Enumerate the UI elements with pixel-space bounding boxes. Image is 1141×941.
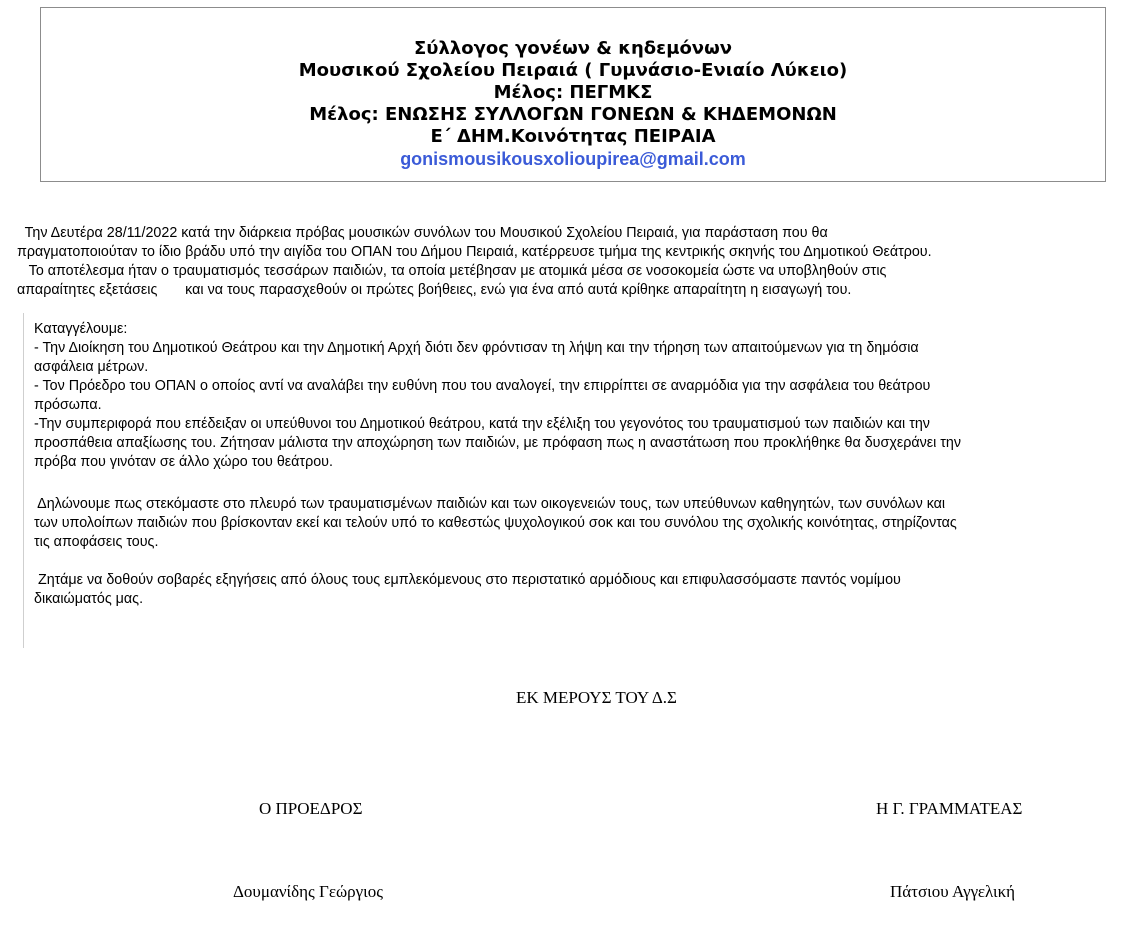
complaint-line: πρόβα που γινόταν σε άλλο χώρο του θεάτρου. (34, 454, 333, 470)
statement-block (23, 313, 1128, 648)
complaint-line: προσπάθεια απαξίωσης του. Ζήτησαν μάλιστα την αποχώρηση των παιδιών, με πρόφαση πως η αναστάτωση που προκλήθηκε θα δυσχεράνει την (34, 435, 962, 451)
support-line: των υπολοίπων παιδιών που βρίσκονταν εκεί και τελούν υπό το καθεστώς ψυχολογικού σοκ και του συνόλου της σχολικής κοινότητας, στηρίζοντας (34, 515, 957, 531)
demand-paragraph (34, 571, 901, 609)
intro-line: απαραίτητες εξετάσεις και να τους παρασχεθούν οι πρώτες βοήθειες, ενώ για ένα από αυτά κρίθηκε απαραίτητη η εισαγωγή του. (17, 282, 852, 298)
secretary-name: Πάτσιου Αγγελική (890, 882, 1016, 901)
president-name: Δουμανίδης Γεώργιος (233, 882, 383, 901)
support-line: Δηλώνουμε πως στεκόμαστε στο πλευρό των τραυματισμένων παιδιών και των οικογενειών τους, των υπεύθυνων καθηγητών, των συνόλων και (34, 496, 946, 512)
school-name: Μουσικού Σχολείου Πειραιά ( Γυμνάσιο-Ενιαίο Λύκειο) (298, 60, 848, 81)
support-line: τις αποφάσεις τους. (34, 534, 159, 550)
letterhead-box (40, 7, 1106, 182)
secretary-title: Η Γ. ΓΡΑΜΜΑΤΕΑΣ (876, 799, 1023, 818)
intro-line: πραγματοποιούταν το ίδιο βράδυ υπό την αιγίδα του ΟΠΑΝ του Δήμου Πειραιά, κατέρρευσε τμήμα της κεντρικής σκηνής του Δημοτικού Θεάτρου. (17, 244, 932, 260)
president-title: Ο ΠΡΟΕΔΡΟΣ (259, 799, 363, 818)
demand-line: δικαιώματός μας. (34, 591, 144, 607)
intro-paragraph (17, 224, 1127, 300)
complaint-line: Καταγγέλουμε: (34, 321, 128, 337)
membership-line-2: Μέλος: ΕΝΩΣΗΣ ΣΥΛΛΟΓΩΝ ΓΟΝΕΩΝ & ΚΗΔΕΜΟΝΩΝ (309, 104, 837, 125)
complaint-line: πρόσωπα. (34, 397, 102, 413)
board-signature-heading: ΕΚ ΜΕΡΟΥΣ ΤΟΥ Δ.Σ (516, 688, 677, 707)
support-paragraph (34, 495, 957, 552)
intro-line: Την Δευτέρα 28/11/2022 κατά την διάρκεια πρόβας μουσικών συνόλων του Μουσικού Σχολείου Πειραιά, για παράσταση που θα (17, 225, 828, 241)
membership-line-1: Μέλος: ΠΕΓΜΚΣ (493, 82, 653, 103)
complaint-line: - Τον Πρόεδρο του ΟΠΑΝ ο οποίος αντί να αναλάβει την ευθύνη που του αναλογεί, την επιρρίπτει σε αναρμόδια για την ασφάλεια του θεάτρου (34, 378, 931, 394)
intro-line: Το αποτέλεσμα ήταν ο τραυματισμός τεσσάρων παιδιών, τα οποία μετέβησαν με ατομικά μέσα σε νοσοκομεία ώστε να υποβληθούν στις (17, 263, 887, 279)
complaint-line: -Την συμπεριφορά που επέδειξαν οι υπεύθυνοι του Δημοτικού θεάτρου, κατά την εξέλιξη του γεγονότος του τραυματισμού των παιδιών και την (34, 416, 930, 432)
complaint-paragraph (34, 320, 961, 472)
complaint-line: ασφάλεια μέτρων. (34, 359, 149, 375)
email-link[interactable]: gonismousikousxolioupirea@gmail.com (400, 149, 746, 169)
association-name: Σύλλογος γονέων & κηδεμόνων (414, 38, 732, 59)
membership-line-3: Ε΄ ΔΗΜ.Κοινότητας ΠΕΙΡΑΙΑ (430, 126, 716, 147)
complaint-line: - Την Διοίκηση του Δημοτικού Θεάτρου και την Δημοτική Αρχή διότι δεν φρόντισαν τη λήψη και την τήρηση των απαιτούμενων για τη δημόσια (34, 340, 919, 356)
demand-line: Ζητάμε να δοθούν σοβαρές εξηγήσεις από όλους τους εμπλεκόμενους στο περιστατικό αρμόδιους και επιφυλασσόμαστε παντός νομίμου (34, 572, 901, 588)
